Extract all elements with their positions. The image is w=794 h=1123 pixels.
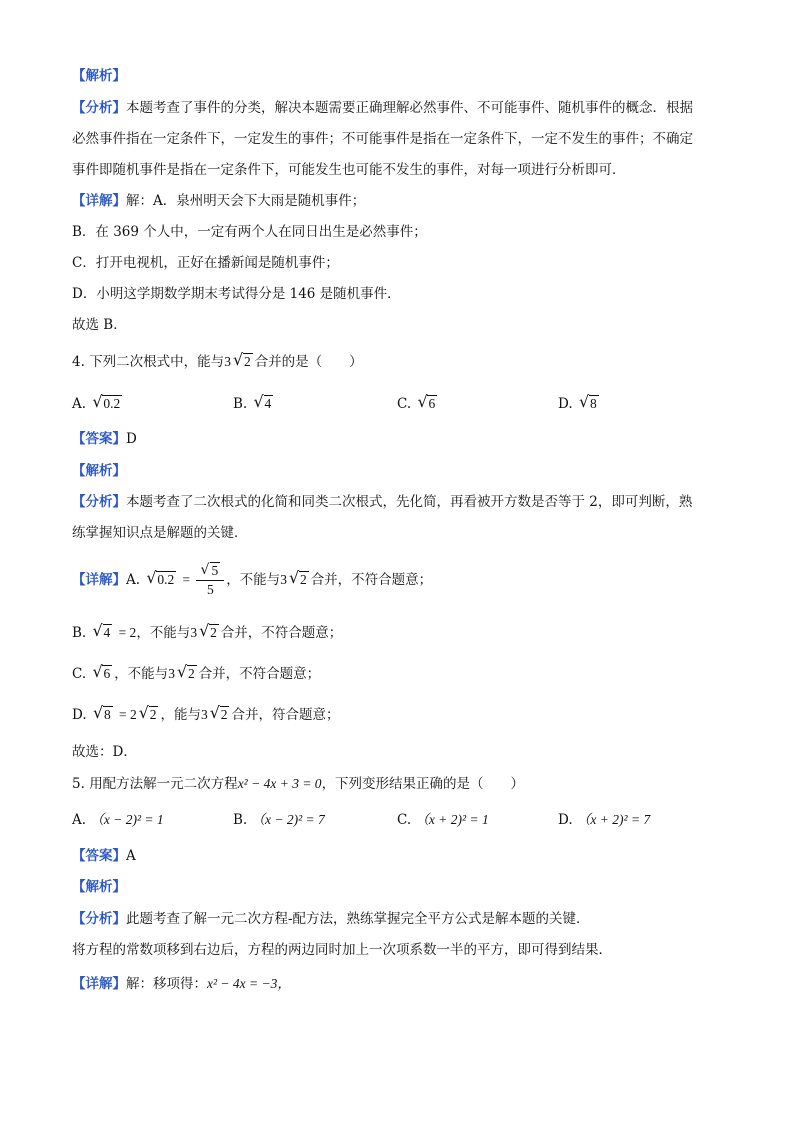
analysis-tag: 【解析】 (72, 68, 126, 84)
radical: √ 8 (92, 703, 111, 722)
block1-conclusion: 故选 B． (72, 317, 127, 333)
block1-line-d: D．小明这学期数学期末考试得分是 146 是随机事件． (72, 286, 401, 302)
q4-detail-b: B. √ 4 = 2，不能与3 √ 2 合并，不符合题意； (72, 621, 343, 641)
q5-detail: 【详解】解：移项得：x² − 4x = −3， (72, 976, 291, 992)
answer-tag: 【答案】 (72, 431, 126, 447)
detail-text: 解：A．泉州明天会下大雨是随机事件； (126, 193, 366, 209)
detail-tag: 【详解】 (72, 193, 126, 209)
fenxi-text: 本题考查了事件的分类，解决本题需要正确理解必然事件、不可能事件、随机事件的概念．根据 (126, 100, 693, 116)
q4-coef: 3 (224, 354, 231, 369)
q5-option-b: B. （x − 2)² = 7 (233, 812, 325, 828)
radical: √ 5 (200, 562, 219, 578)
block1-line-c: C．打开电视机，正好在播新闻是随机事件； (72, 255, 339, 271)
block1-fenxi-line2: 必然事件指在一定条件下，一定发生的事件；不可能事件是指在一定条件下，一定不发生的事件；不确定 (72, 131, 693, 147)
q5-equation: x² − 4x + 3 = 0 (237, 776, 322, 791)
q4-fenxi-line1: 【分析】本题考查了二次根式的化简和同类二次根式，先化简，再看被开方数是否等于 2，即可判断，熟 (72, 494, 693, 510)
q4-fenxi-line2: 练掌握知识点是解题的关键． (72, 525, 248, 541)
radical: √ 0.2 (146, 568, 175, 587)
analysis-tag: 【解析】 (72, 463, 126, 479)
radical: √ 4 (253, 392, 272, 411)
answer-value: A (126, 848, 136, 864)
radical: √ 6 (417, 392, 436, 411)
q4-conclusion: 故选：D． (72, 744, 137, 760)
block1-detail-a (72, 191, 365, 211)
q5-number: 5. (72, 776, 85, 792)
q4-answer (72, 429, 137, 449)
analysis-tag: 【解析】 (72, 879, 126, 895)
radical: √ 6 (92, 662, 111, 681)
radical: √ 2 (288, 568, 307, 587)
q4-detail-c: C. √ 6 ，不能与3 √ 2 合并，不符合题意； (72, 662, 321, 682)
radical: √ 2 (232, 350, 251, 369)
q4-option-c: C. √ 6 (397, 392, 436, 412)
q5-option-c: C. （x + 2)² = 1 (397, 812, 489, 828)
radical: √ 8 (578, 392, 597, 411)
q5-analysis-heading (72, 877, 126, 897)
q4-option-b: B. √ 4 (233, 392, 272, 412)
q4-stem-before: 下列二次根式中，能与 (89, 354, 225, 370)
q4-stem (72, 352, 363, 372)
fenxi-tag: 【分析】 (72, 494, 126, 510)
block1-line-b: B．在 369 个人中，一定有两个人在同日出生是必然事件； (72, 224, 427, 240)
answer-tag: 【答案】 (72, 848, 126, 864)
analysis-heading (72, 66, 126, 86)
block1-fenxi-line3: 事件即随机事件是指在一定条件下，可能发生也可能不发生的事件，对每一项进行分析即可． (72, 162, 626, 178)
detail-tag: 【详解】 (72, 976, 126, 992)
q4-option-d: D. √ 8 (558, 392, 597, 412)
fenxi-tag: 【分析】 (72, 100, 126, 116)
fraction: √ 5 5 (196, 562, 224, 599)
detail-tag: 【详解】 (72, 572, 126, 588)
fenxi-tag: 【分析】 (72, 911, 126, 927)
q4-number: 4. (72, 354, 85, 370)
q5-fenxi-line1: 【分析】此题考查了解一元二次方程-配方法，熟练掌握完全平方公式是解本题的关键． (72, 911, 590, 927)
radical: √ 4 (92, 621, 111, 640)
q4-analysis-heading (72, 461, 126, 481)
q4-option-a: A. √ 0.2 (72, 392, 121, 412)
answer-value: D (126, 431, 137, 447)
q5-stem: 5. 用配方法解一元二次方程x² − 4x + 3 = 0，下列变形结果正确的是（ ） (72, 776, 525, 792)
block1-fenxi-line1 (72, 98, 693, 118)
q4-detail-d: D. √ 8 = 2 √ 2 ，能与3 √ 2 合并，符合题意； (72, 703, 340, 723)
radical: √ 2 (199, 621, 217, 640)
q4-stem-after: 合并的是（ ） (254, 354, 363, 370)
radical: √ 2 (176, 662, 195, 681)
q5-option-d: D. （x + 2)² = 7 (558, 812, 651, 828)
radical: √ 0.2 (92, 392, 121, 411)
q4-detail-a: 【详解】A. √ 0.2 = √ 5 5 ，不能与3 √ 2 合并，不符合题意； (72, 562, 433, 597)
radical: √ 2 (138, 703, 157, 722)
q5-option-a: A. （x − 2)² = 1 (72, 812, 164, 828)
q5-answer (72, 846, 136, 866)
q5-fenxi-line2: 将方程的常数项移到右边后，方程的两边同时加上一次项系数一半的平方，即可得到结果． (72, 942, 612, 958)
radical: √ 2 (209, 703, 228, 722)
